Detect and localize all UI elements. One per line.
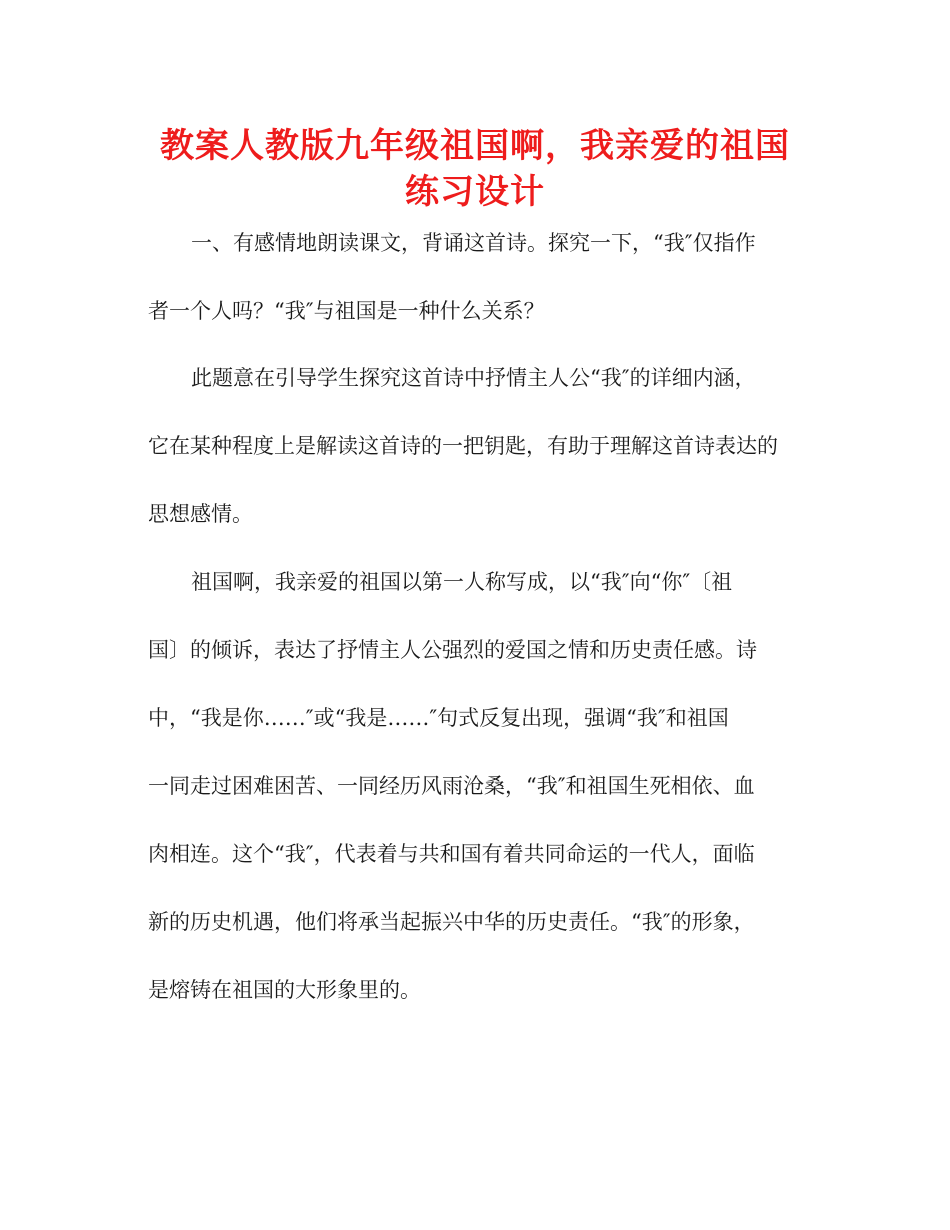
body-line: 者一个人吗？“我″与祖国是一种什么关系？ xyxy=(148,299,545,323)
body-line: 一同走过困难困苦、一同经历风雨沧桑，“我″和祖国生死相依、血 xyxy=(148,774,755,798)
document-title-line-1: 教案人教版九年级祖国啊，我亲爱的祖国 xyxy=(160,126,790,166)
body-line: 思想感情。 xyxy=(148,502,253,526)
body-line: 中，“我是你……″或“我是……″句式反复出现，强调“我″和祖国 xyxy=(148,706,729,730)
body-line: 它在某种程度上是解读这首诗的一把钥匙，有助于理解这首诗表达的 xyxy=(148,434,778,458)
body-line: 肉相连。这个“我″，代表着与共和国有着共同命运的一代人，面临 xyxy=(148,842,755,866)
body-line: 国〕的倾诉，表达了抒情主人公强烈的爱国之情和历史责任感。诗 xyxy=(148,638,757,662)
body-line: 一、有感情地朗读课文，背诵这首诗。探究一下，“我″仅指作 xyxy=(191,231,756,255)
body-line: 祖国啊，我亲爱的祖国以第一人称写成，以“我″向“你″〔祖 xyxy=(191,570,733,594)
document-title-line-2: 练习设计 xyxy=(405,172,545,212)
body-line: 此题意在引导学生探究这首诗中抒情主人公“我″的详细内涵， xyxy=(191,366,756,390)
body-line: 是熔铸在祖国的大形象里的。 xyxy=(148,978,421,1002)
body-line: 新的历史机遇，他们将承当起振兴中华的历史责任。“我″的形象， xyxy=(148,910,755,934)
